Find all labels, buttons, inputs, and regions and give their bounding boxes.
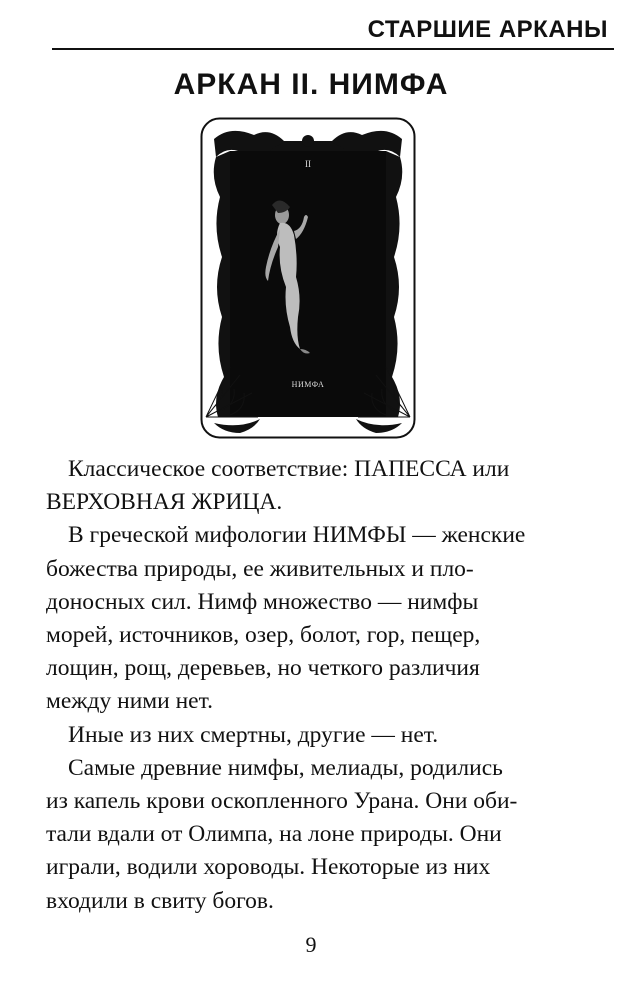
paragraph-1 [46,453,578,519]
chapter-title: АРКАН II. НИМФА [173,68,449,101]
text-line: морей, источников, озер, болот, гор, пещер, [46,622,481,649]
paragraph-2 [46,519,578,718]
tarot-card-illustration [200,117,416,439]
text-line: Самые древние нимфы, мелиады, родились [68,754,503,781]
text-line: играли, водили хороводы. Некоторые из них [46,854,491,881]
text-line: божества природы, ее живительных и пло- [46,555,474,582]
paragraph-4 [46,752,578,918]
paragraph-3 [68,719,578,752]
text-line: ВЕРХОВНАЯ ЖРИЦА. [46,489,283,516]
page-number: 9 [305,932,317,957]
running-head [52,10,614,50]
text-line: между ними нет. [46,688,213,715]
text-line: доносных сил. Нимф множество — нимфы [46,588,479,615]
text-line: лощин, рощ, деревьев, но четкого различия [46,655,480,682]
text-line: Классическое соответствие: ПАПЕССА или [68,456,510,482]
text-line: тали вдали от Олимпа, на лоне природы. Они [46,821,502,848]
card-name: НИМФА [291,380,325,389]
text-line: входили в свиту богов. [46,887,274,914]
running-head-text: СТАРШИЕ АРКАНЫ [367,16,608,43]
card-numeral: II [305,159,311,169]
text-line: из капель крови оскопленного Урана. Они оби- [46,788,518,815]
text-line: В греческой мифологии НИМФЫ — женские [68,522,526,549]
body-text [46,453,578,918]
text-line: Иные из них смертны, другие — нет. [68,721,439,748]
